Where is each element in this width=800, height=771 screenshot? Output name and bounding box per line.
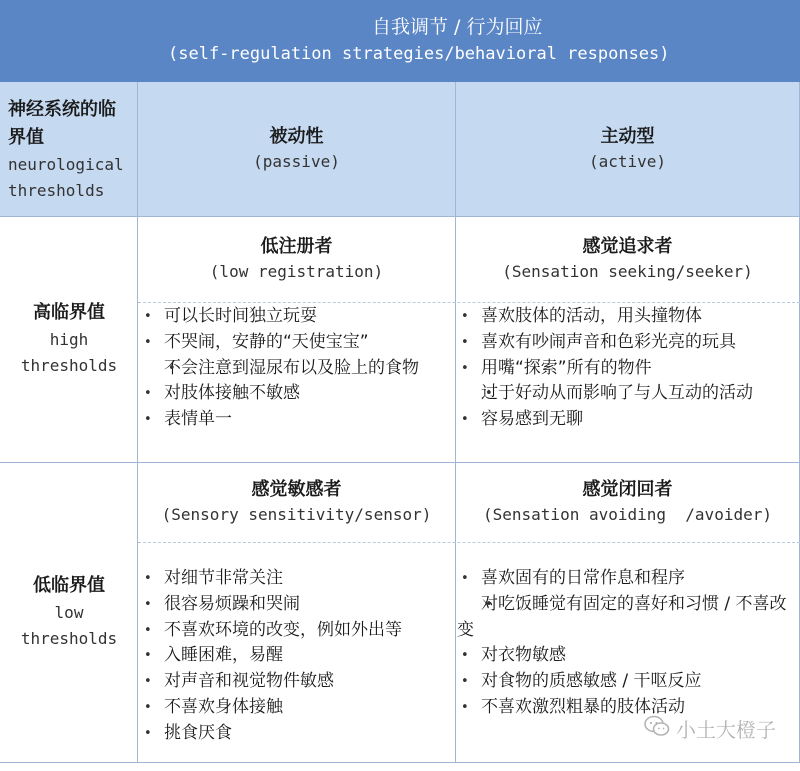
thresholds-header-zh2: 界值 [8,127,44,148]
cell-low-active-list [457,566,787,736]
list-item: • 入睡困难，易醒 [140,643,452,669]
passive-header-en: (passive) [253,152,340,171]
row-label-low-en1: low [54,603,84,622]
list-item: • 不喜欢身体接触 [140,695,452,721]
row-label-high [0,216,138,462]
list-item: • 用嘴“探索”所有的物件 [457,356,787,382]
low-passive-title-zh: 感觉敏感者 [251,479,342,500]
list-item: • 喜欢固有的日常作息和程序 [457,566,787,592]
row-label-low [0,462,138,762]
list-item: • 不哭闹，安静的“天使宝宝” [140,330,452,356]
high-passive-title-en: (low registration) [209,262,384,281]
thresholds-header-zh1: 神经系统的临 [8,99,116,120]
list-item: • 容易感到无聊 [457,407,787,433]
active-header-en: (active) [588,152,667,171]
list-item: • 过于好动从而影响了与人互动的活动 [457,381,787,407]
thresholds-header-cell [0,82,138,216]
grid-line-v2 [455,82,456,762]
cell-high-active-title [455,216,800,302]
grid-line-v1 [137,82,138,762]
passive-header-zh: 被动性 [269,126,324,147]
passive-column-header [138,82,455,216]
high-active-title-en: (Sensation seeking/seeker) [502,262,753,281]
grid-line-h-header [0,216,800,217]
list-item: • 很容易烦躁和哭闹 [140,592,452,618]
wechat-icon [644,715,670,742]
thresholds-header-en2: thresholds [8,181,105,200]
row-label-high-en1: high [49,330,89,349]
list-item: • 喜欢肢体的活动，用头撞物体 [457,304,787,330]
header-corner [0,0,138,82]
list-item: • 喜欢有吵闹声音和色彩光亮的玩具 [457,330,787,356]
grid-line-h-bottom [0,762,800,763]
grid-line-h-high-sub [138,302,800,303]
list-item: • 对吃饭睡觉有固定的喜好和习惯 / 不喜改变 [457,592,787,644]
list-item: • 不喜欢环境的改变，例如外出等 [140,618,452,644]
list-item: • 不喜欢激烈粗暴的肢体活动 [457,695,787,721]
list-item: • 表情单一 [140,407,452,433]
grid-line-h-low-sub [138,542,800,543]
high-active-title-zh: 感觉追求者 [582,236,673,257]
list-item: • 对食物的质感敏感 / 干呕反应 [457,669,787,695]
high-passive-items [140,304,452,433]
low-active-title-zh: 感觉闭回者 [582,479,673,500]
list-item: • 可以长时间独立玩耍 [140,304,452,330]
cell-high-passive-list [140,304,452,460]
cell-low-passive-title [138,462,455,542]
cell-low-passive-list [140,566,452,756]
row-label-low-zh: 低临界值 [33,575,105,596]
header-title-bar [0,0,800,82]
list-item: • 对衣物敏感 [457,643,787,669]
low-active-title-en: (Sensation avoiding /avoider) [483,505,772,524]
list-item: • 对细节非常关注 [140,566,452,592]
low-passive-title-en: (Sensory sensitivity/sensor) [161,505,432,524]
active-column-header [455,82,800,216]
row-label-high-en2: thresholds [20,356,118,375]
list-item: • 挑食厌食 [140,721,452,747]
header-title-zh: 自我调节 / 行为回应 [372,16,543,38]
cell-high-passive-title [138,216,455,302]
cell-low-active-title [455,462,800,542]
watermark-text: 小土大橙子 [676,718,776,742]
thresholds-header-en1: neurological [8,155,124,174]
list-item: • 对声音和视觉物件敏感 [140,669,452,695]
header-title-en: (self-regulation strategies/behavioral responses) [168,44,670,64]
high-passive-title-zh: 低注册者 [260,236,333,257]
low-passive-items [140,566,452,747]
grid-line-h-mid [0,462,800,463]
list-item: • 不会注意到湿尿布以及脸上的食物 [140,356,452,382]
cell-high-active-list [457,304,787,460]
low-active-items [457,566,787,721]
list-item: • 对肢体接触不敏感 [140,381,452,407]
active-header-zh: 主动型 [600,126,655,147]
high-active-items [457,304,787,433]
row-label-low-en2: thresholds [20,629,118,648]
watermark [644,714,776,743]
row-label-high-zh: 高临界值 [33,302,105,323]
